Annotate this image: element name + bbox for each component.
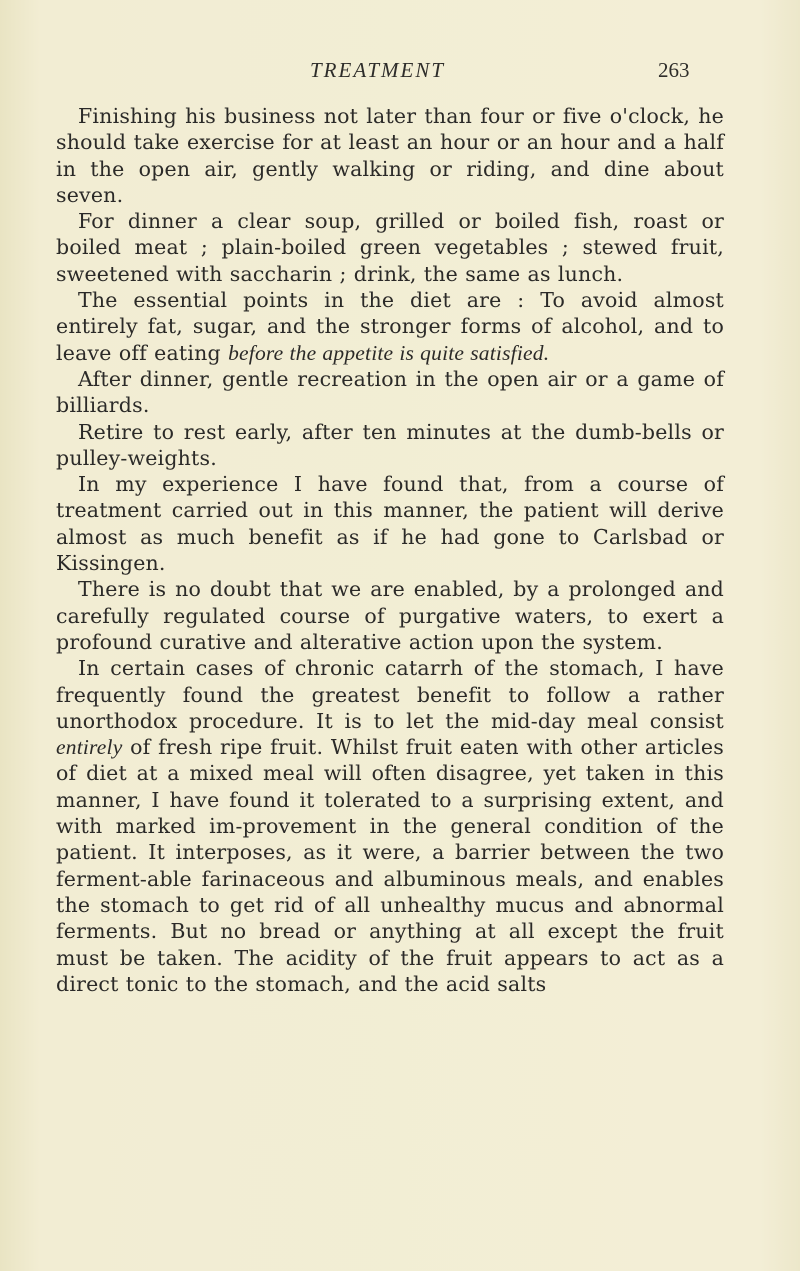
paragraph-3-text: The essential points in the diet are : To avoid almost entirely fat, sugar, and the stronger forms of alcohol, and to leave off eating bbox=[56, 288, 724, 365]
body-text bbox=[56, 103, 724, 997]
paragraph-8 bbox=[56, 655, 724, 997]
running-head-title: TREATMENT bbox=[310, 58, 446, 82]
paragraph-5: Retire to rest early, after ten minutes at the dumb-bells or pulley-weights. bbox=[56, 419, 724, 470]
paragraph-3-emphasis: before the appetite is quite satisfied. bbox=[228, 340, 550, 365]
paragraph-8-text-a: In certain cases of chronic catarrh of the stomach, I have frequently found the greatest benefit to follow a rather unorthodox procedure. It is to let the mid-day meal consist bbox=[56, 656, 724, 733]
paragraph-8-text-b: of fresh ripe fruit. Whilst fruit eaten with other articles of diet at a mixed meal will often disagree, yet taken in this manner, I have found it tolerated to a surprising extent, and with marked im-provement in the general condition of the patient. It interposes, as it were, a barrier between the two ferment-able farinaceous and albuminous meals, and enables the stomach to get rid of all unhealthy mucus and abnormal ferments. But no bread or anything at all except the fruit must be taken. The acidity of the fruit appears to act as a direct tonic to the stomach, and the acid salts bbox=[56, 735, 724, 996]
paragraph-7: There is no doubt that we are enabled, by a prolonged and carefully regulated course of purgative waters, to exert a profound curative and alterative action upon the system. bbox=[56, 577, 724, 654]
paragraph-1: Finishing his business not later than four or five o'clock, he should take exercise for at least an hour or an hour and a half in the open air, gently walking or riding, and dine about seven. bbox=[56, 104, 724, 207]
paragraph-8-emphasis: entirely bbox=[56, 735, 123, 760]
paragraph-6: In my experience I have found that, from a course of treatment carried out in this manner, the patient will derive almost as much benefit as if he had gone to Carlsbad or Kissingen. bbox=[56, 472, 724, 576]
paragraph-2: For dinner a clear soup, grilled or boiled fish, roast or boiled meat ; plain-boiled green vegetables ; stewed fruit, sweetened with saccharin ; drink, the same as lunch. bbox=[56, 209, 724, 286]
page-number: 263 bbox=[658, 58, 690, 82]
paragraph-3 bbox=[56, 287, 724, 366]
paragraph-4: After dinner, gentle recreation in the open air or a game of billiards. bbox=[56, 366, 724, 418]
